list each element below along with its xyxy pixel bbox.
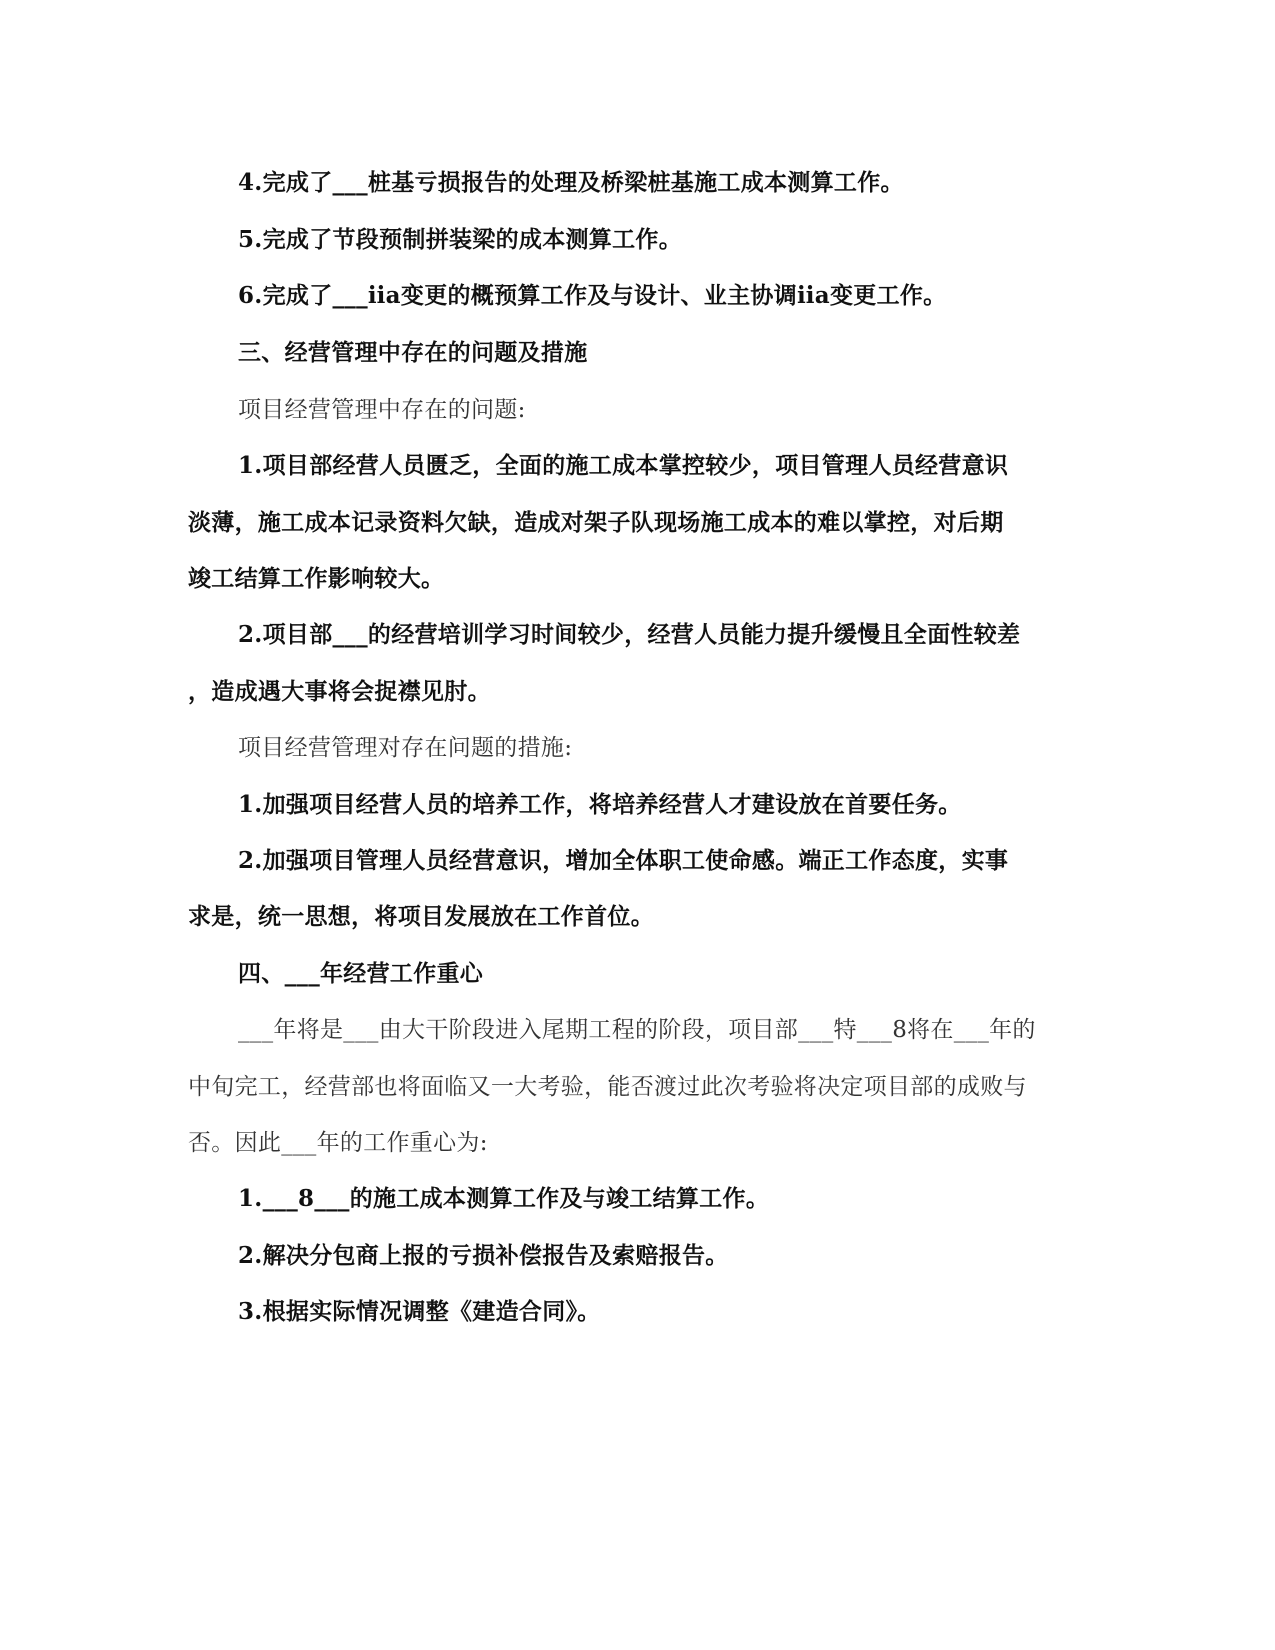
section-heading-3: 三、经营管理中存在的问题及措施 xyxy=(238,339,588,366)
paragraph-line-20: 2.解决分包商上报的亏损补偿报告及索赔报告。 xyxy=(238,1242,729,1269)
paragraph-line-7: 淡薄，施工成本记录资料欠缺，造成对架子队现场施工成本的难以掌控，对后期 xyxy=(188,509,1004,536)
section-heading-4: 四、___年经营工作重心 xyxy=(238,960,484,987)
paragraph-line-14: 求是，统一思想，将项目发展放在工作首位。 xyxy=(188,903,654,930)
paragraph-line-10: ，造成遇大事将会捉襟见肘。 xyxy=(188,678,491,705)
paragraph-line-1: 4.完成了___桩基亏损报告的处理及桥梁桩基施工成本测算工作。 xyxy=(238,169,904,196)
subheading-measures: 项目经营管理对存在问题的措施: xyxy=(238,735,573,761)
paragraph-line-8: 竣工结算工作影响较大。 xyxy=(188,565,445,592)
paragraph-line-9: 2.项目部___的经营培训学习时间较少，经营人员能力提升缓慢且全面性较差 xyxy=(238,621,1021,648)
paragraph-line-17: 中旬完工，经营部也将面临又一大考验，能否渡过此次考验将决定项目部的成败与 xyxy=(188,1074,1027,1100)
paragraph-line-6: 1.项目部经营人员匮乏，全面的施工成本掌控较少，项目管理人员经营意识 xyxy=(238,452,1009,479)
paragraph-line-18: 否。因此___年的工作重心为: xyxy=(188,1130,488,1156)
subheading-problems: 项目经营管理中存在的问题: xyxy=(238,397,526,423)
paragraph-line-2: 5.完成了节段预制拼装梁的成本测算工作。 xyxy=(238,226,683,253)
paragraph-line-12: 1.加强项目经营人员的培养工作，将培养经营人才建设放在首要任务。 xyxy=(238,791,962,818)
paragraph-line-19: 1.___8___的施工成本测算工作及与竣工结算工作。 xyxy=(238,1185,770,1212)
paragraph-line-21: 3.根据实际情况调整《建造合同》。 xyxy=(238,1298,601,1325)
paragraph-line-13: 2.加强项目管理人员经营意识，增加全体职工使命感。端正工作态度，实事 xyxy=(238,847,1009,874)
paragraph-line-16: ___年将是___由大干阶段进入尾期工程的阶段，项目部___特___8将在___年的 xyxy=(238,1017,1036,1043)
paragraph-line-3: 6.完成了___ⅱa变更的概预算工作及与设计、业主协调ⅱa变更工作。 xyxy=(238,282,947,309)
